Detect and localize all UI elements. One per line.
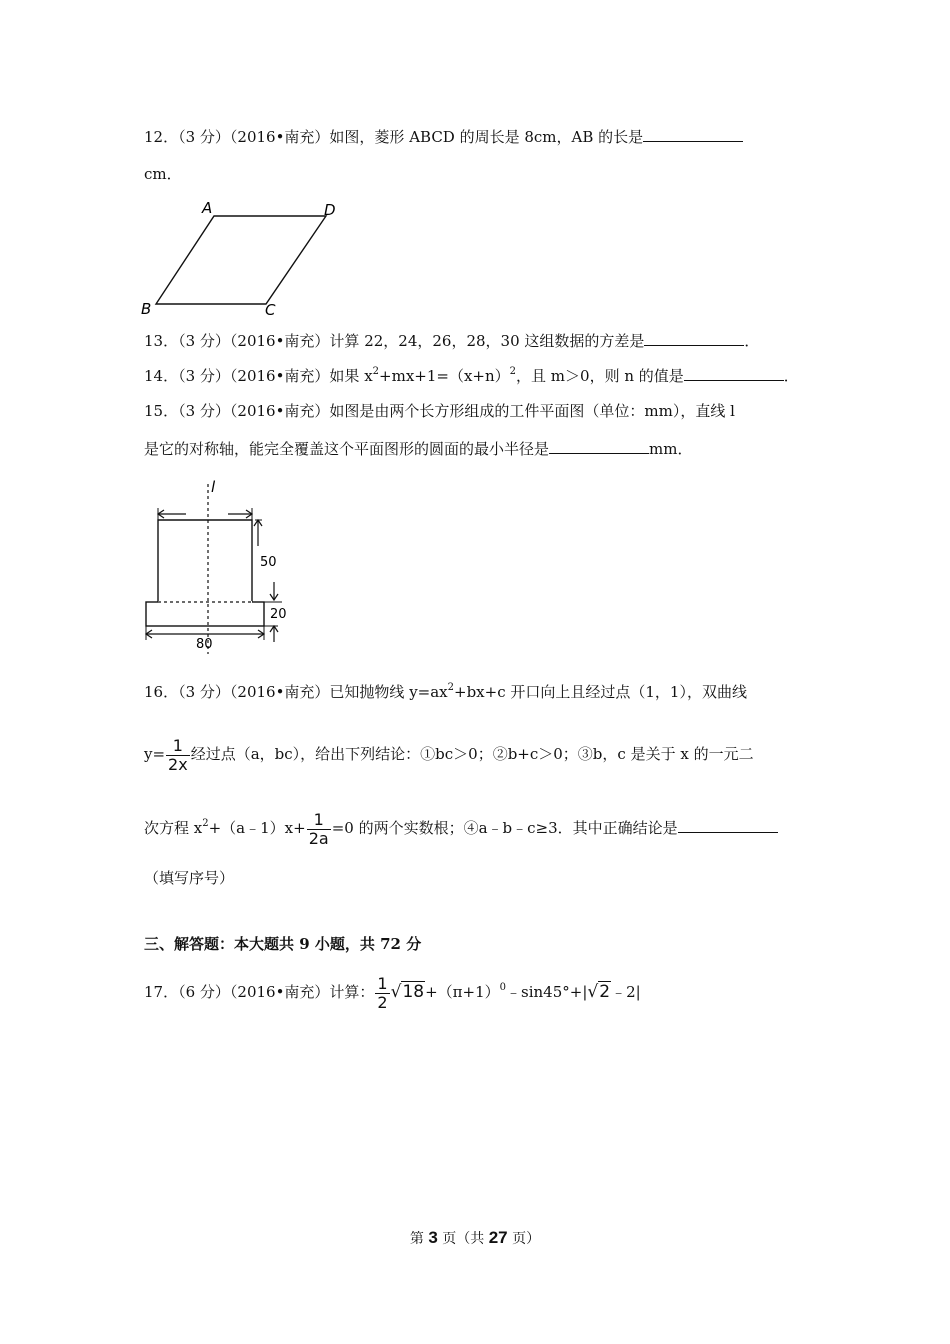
axis-label: l <box>211 478 216 496</box>
dim-label-20: 20 <box>270 607 287 622</box>
fraction-1-over-2a <box>307 811 331 848</box>
q17-line <box>144 972 641 1012</box>
q12-line2: cm． <box>144 165 182 183</box>
q15-line2 <box>144 439 692 459</box>
q16-text-1b: +bx+c 开口向上且经过点（1，1），双曲线 <box>454 683 747 701</box>
fraction-numerator: 1 <box>307 811 331 830</box>
q16-sup-3: 2 <box>202 818 209 829</box>
radicand: 18 <box>402 982 425 1002</box>
q15-line1: 15．（3 分）（2016•南充）如图是由两个长方形组成的工件平面图（单位：mm），直线 l <box>144 402 735 420</box>
footer-total-pages: 27 <box>488 1228 508 1247</box>
q13-end: ． <box>744 332 760 350</box>
fraction-denominator: 2x <box>168 754 188 774</box>
q14-text-mid: +mx+1=（x+n） <box>379 367 510 385</box>
workpiece-figure <box>138 476 298 656</box>
section-heading: 三、解答题：本大题共 9 小题，共 72 分 <box>144 935 422 953</box>
vertex-label-a: A <box>202 199 213 217</box>
footer-mid: 页（共 <box>437 1231 489 1247</box>
fraction-numerator: 1 <box>166 737 190 756</box>
q16-line3 <box>144 808 778 848</box>
page-footer <box>0 1228 950 1248</box>
footer-page-number: 3 <box>428 1228 438 1247</box>
q16-text-3c: =0 的两个实数根；④a﹣b﹣c≥3．其中正确结论是 <box>331 819 678 837</box>
q16-text-3a: 次方程 x <box>144 819 203 837</box>
lower-rectangle <box>146 602 264 626</box>
fraction-numerator: 1 <box>377 973 388 993</box>
answer-blank <box>643 127 743 142</box>
q16-text-2a: y= <box>144 745 166 763</box>
q14-text-pre: 14．（3 分）（2016•南充）如果 x <box>144 367 373 385</box>
radicand: 2 <box>599 982 611 1002</box>
vertex-label-d: D <box>324 201 336 219</box>
q17-sup: 0 <box>499 982 507 993</box>
q14-text-post: ，且 m＞0，则 n 的值是 <box>516 367 684 385</box>
fraction-denominator: 2a <box>308 828 329 848</box>
q14-end: ． <box>783 367 799 385</box>
vertex-label-b: B <box>141 300 152 318</box>
footer-pre: 第 <box>409 1231 429 1247</box>
q17-text-post: ﹣sin45°+| <box>506 983 588 1001</box>
q17-text-mid: +（π+1） <box>425 983 500 1001</box>
q16-line1 <box>144 682 747 702</box>
q12-text: 12．（3 分）（2016•南充）如图，菱形 ABCD 的周长是 8cm，AB 的长是 <box>144 128 644 146</box>
q16-sup-1: 2 <box>447 682 455 693</box>
q16-text-2b: 经过点（a，bc），给出下列结论：①bc＞0；②b+c＞0；③b，c 是关于 x 的一元二 <box>190 745 754 763</box>
q16-text-1: 16．（3 分）（2016•南充）已知抛物线 y=ax <box>144 683 448 701</box>
answer-blank <box>644 331 744 346</box>
q14-line <box>144 366 799 386</box>
vertex-label-c: C <box>265 301 276 319</box>
q16-text-3b: +（a﹣1）x+ <box>208 819 306 837</box>
q13-line <box>144 331 759 351</box>
rhombus-figure <box>138 198 348 320</box>
sqrt-18: √18 <box>390 982 425 1002</box>
answer-blank <box>684 366 784 381</box>
upper-rectangle <box>158 520 252 602</box>
q17-text-end: ﹣2| <box>611 983 641 1001</box>
fraction-denominator: 2 <box>377 992 388 1012</box>
answer-blank <box>678 818 778 833</box>
q14-sup2: 2 <box>509 366 517 377</box>
rhombus-shape <box>156 216 326 304</box>
dim-label-50: 50 <box>260 555 277 570</box>
fraction-1-over-2 <box>375 975 389 1012</box>
footer-post: 页） <box>507 1231 541 1247</box>
q17-text-pre: 17．（6 分）（2016•南充）计算： <box>144 983 375 1001</box>
q16-line2 <box>144 734 754 774</box>
q16-line4: （填写序号） <box>144 869 235 887</box>
dim-label-80: 80 <box>196 637 213 652</box>
answer-blank <box>549 439 649 454</box>
sqrt-2: √2 <box>587 982 611 1002</box>
q14-sup1: 2 <box>372 366 380 377</box>
q15-text: 是它的对称轴，能完全覆盖这个平面图形的圆面的最小半径是 <box>144 440 550 458</box>
q15-end: mm． <box>649 440 693 458</box>
q13-text: 13．（3 分）（2016•南充）计算 22，24，26，28，30 这组数据的方差是 <box>144 332 645 350</box>
fraction-1-over-2x <box>166 737 190 774</box>
q12-line1 <box>144 127 743 147</box>
